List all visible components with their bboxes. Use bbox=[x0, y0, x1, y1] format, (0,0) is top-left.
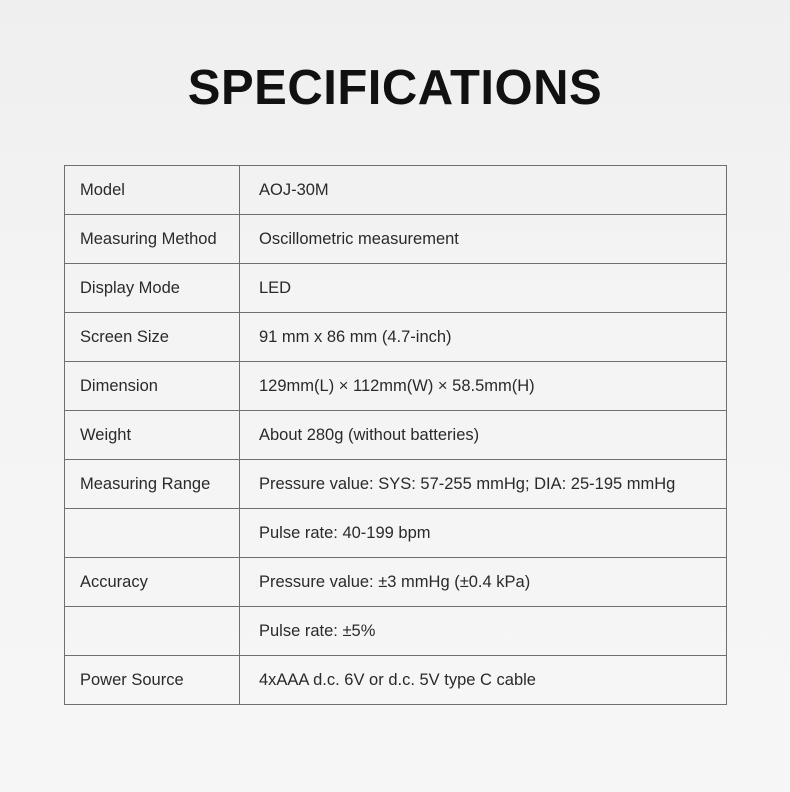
spec-value: Pressure value: ±3 mmHg (±0.4 kPa) bbox=[240, 558, 727, 607]
spec-label: Display Mode bbox=[65, 264, 240, 313]
spec-value: Pressure value: SYS: 57-255 mmHg; DIA: 25-195 mmHg bbox=[240, 460, 727, 509]
spec-label: Model bbox=[65, 166, 240, 215]
spec-label: Weight bbox=[65, 411, 240, 460]
table-row bbox=[65, 607, 727, 656]
spec-value: About 280g (without batteries) bbox=[240, 411, 727, 460]
spec-label: Accuracy bbox=[65, 558, 240, 607]
spec-value: 91 mm x 86 mm (4.7-inch) bbox=[240, 313, 727, 362]
spec-label bbox=[65, 509, 240, 558]
spec-label: Measuring Range bbox=[65, 460, 240, 509]
spec-value: Oscillometric measurement bbox=[240, 215, 727, 264]
spec-label bbox=[65, 607, 240, 656]
table-row bbox=[65, 215, 727, 264]
spec-value: 4xAAA d.c. 6V or d.c. 5V type C cable bbox=[240, 656, 727, 705]
spec-value: Pulse rate: 40-199 bpm bbox=[240, 509, 727, 558]
spec-label: Measuring Method bbox=[65, 215, 240, 264]
spec-label: Dimension bbox=[65, 362, 240, 411]
table-row bbox=[65, 362, 727, 411]
page-title: SPECIFICATIONS bbox=[187, 61, 603, 115]
table-row bbox=[65, 558, 727, 607]
spec-label: Power Source bbox=[65, 656, 240, 705]
table-row bbox=[65, 313, 727, 362]
spec-value: Pulse rate: ±5% bbox=[240, 607, 727, 656]
specifications-table bbox=[64, 165, 727, 705]
spec-value: 129mm(L) × 112mm(W) × 58.5mm(H) bbox=[240, 362, 727, 411]
table-row bbox=[65, 460, 727, 509]
spec-value: AOJ-30M bbox=[240, 166, 727, 215]
spec-label: Screen Size bbox=[65, 313, 240, 362]
table-row bbox=[65, 509, 727, 558]
table-row bbox=[65, 656, 727, 705]
table-row bbox=[65, 411, 727, 460]
spec-value: LED bbox=[240, 264, 727, 313]
table-row bbox=[65, 264, 727, 313]
table-row bbox=[65, 166, 727, 215]
